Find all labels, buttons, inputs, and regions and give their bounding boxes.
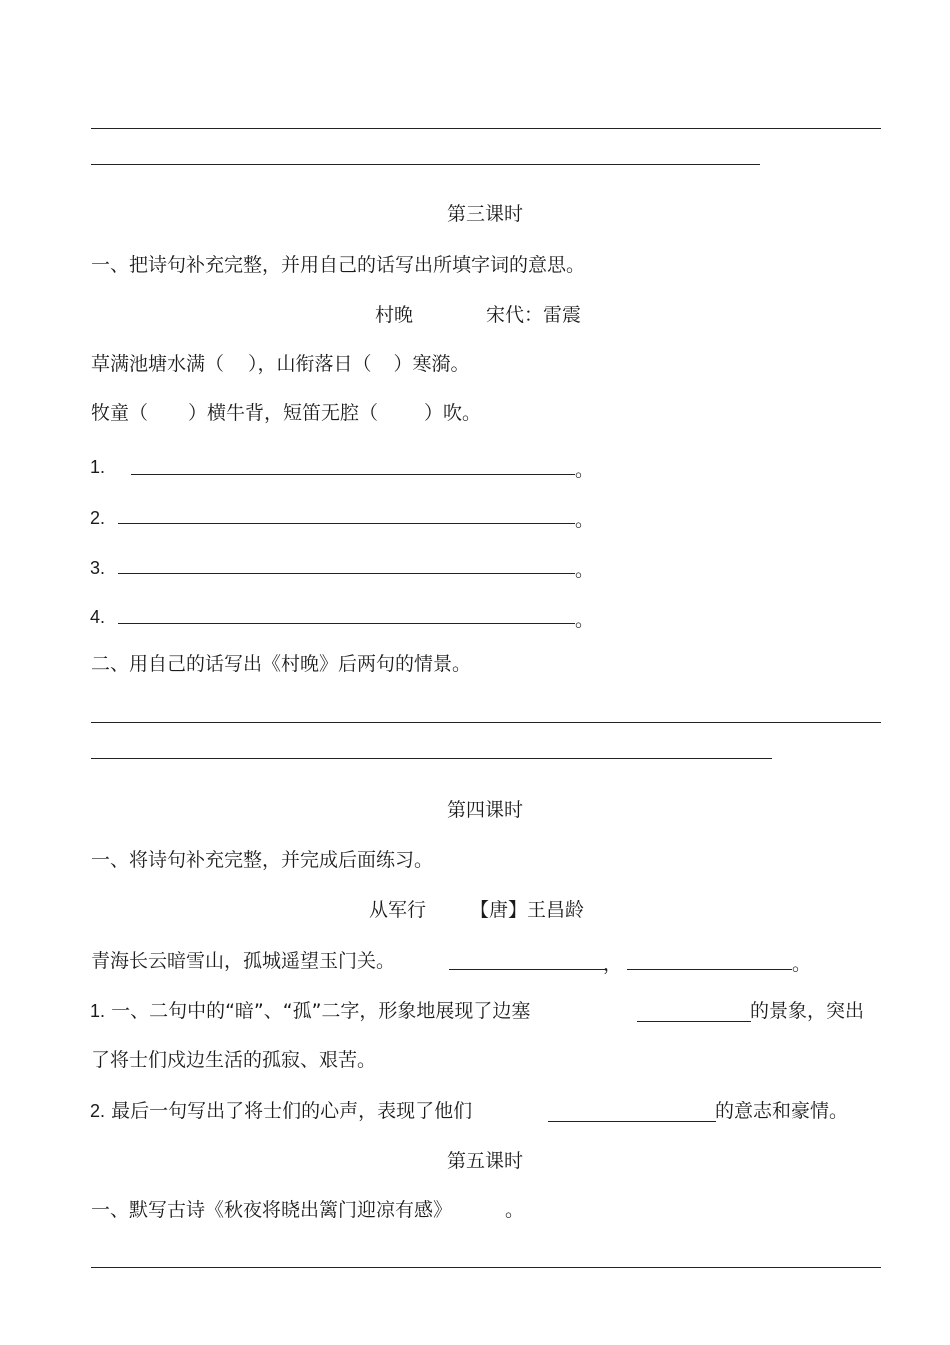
answer-line[interactable]: [91, 758, 772, 759]
sub-question-2-text: 最后一句写出了将士们的心声，表现了他们: [111, 1100, 473, 1122]
period: 。: [505, 1199, 525, 1221]
fill-blank-line[interactable]: [627, 969, 792, 970]
answer-line[interactable]: [118, 523, 575, 524]
poem-line-2-part-a: 牧童（: [91, 402, 149, 424]
poem-title: 村晚: [375, 304, 414, 326]
sub-question-number: 2.: [90, 1101, 106, 1121]
poem-line-2-part-c: ）吹。: [424, 402, 482, 424]
item-number: 4.: [90, 607, 106, 627]
poem-author: 【唐】王昌龄: [470, 899, 585, 921]
sub-question-2-tail: 的意志和豪情。: [715, 1100, 849, 1122]
lesson3-title: 第三课时: [446, 203, 523, 225]
poem-line-2-part-b: ）横牛背，短笛无腔（: [188, 402, 379, 424]
lesson3-question-2: 二、用自己的话写出《村晚》后两句的情景。: [91, 653, 472, 675]
poem-line-1-part-c: ）寒漪。: [393, 353, 470, 375]
answer-line[interactable]: [118, 623, 575, 624]
poem-line-1-part-b: ），山衔落日（: [248, 353, 372, 375]
period: 。: [575, 459, 595, 481]
lesson3-question-1: 一、把诗句补充完整，并用自己的话写出所填字词的意思。: [91, 254, 586, 276]
sub-question-1-continued: 了将士们戍边生活的孤寂、艰苦。: [91, 1049, 377, 1071]
answer-line[interactable]: [118, 573, 575, 574]
period: 。: [575, 559, 595, 581]
period: 。: [792, 953, 812, 975]
item-number: 1.: [90, 457, 106, 477]
answer-line: [91, 164, 760, 165]
lesson4-title: 第四课时: [446, 799, 523, 821]
item-number: 2.: [90, 508, 106, 528]
fill-blank-line[interactable]: [637, 1021, 751, 1022]
fill-blank-line[interactable]: [449, 969, 605, 970]
lesson4-question-1: 一、将诗句补充完整，并完成后面练习。: [91, 849, 434, 871]
answer-line[interactable]: [91, 722, 881, 723]
item-number: 3.: [90, 558, 106, 578]
answer-line[interactable]: [131, 474, 575, 475]
fill-blank-line[interactable]: [548, 1121, 716, 1122]
period: 。: [575, 609, 595, 631]
answer-line: [91, 128, 881, 129]
sub-question-number: 1.: [90, 1001, 106, 1021]
sub-question-1: [90, 999, 530, 1023]
poem-line-1-part-a: 草满池塘水满（: [91, 353, 225, 375]
sub-question-2: [90, 1099, 472, 1123]
period: 。: [575, 509, 595, 531]
poem-title: 从军行: [369, 899, 427, 921]
answer-line[interactable]: [91, 1267, 881, 1268]
poem-line-2: [91, 401, 481, 425]
lesson5-question-1: 一、默写古诗《秋夜将晓出篱门迎凉有感》: [91, 1199, 453, 1221]
poem-line-1: [91, 352, 470, 376]
lesson5-title: 第五课时: [446, 1150, 523, 1172]
sub-question-1-text: 一、二句中的“暗”、“孤”二字，形象地展现了边塞: [111, 1000, 531, 1022]
sub-question-1-tail: 的景象，突出: [750, 1000, 865, 1022]
poem-line-1: 青海长云暗雪山，孤城遥望玉门关。: [91, 950, 396, 972]
comma: ，: [603, 953, 623, 975]
poem-author: 宋代：雷震: [486, 304, 582, 326]
